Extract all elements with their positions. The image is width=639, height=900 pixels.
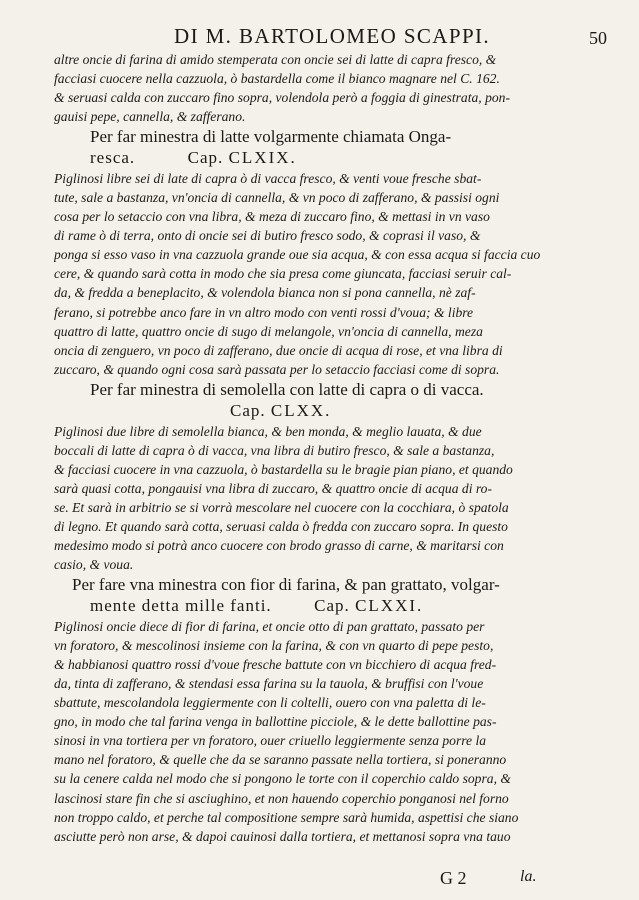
text-line: oncia di zenguero, vn poco di zafferano, due oncie di acqua di rose, et vna libra di bbox=[54, 342, 503, 358]
text-line: casio, & voua. bbox=[54, 557, 134, 573]
text-line: non troppo caldo, et perche tal compositione sempre sarà humida, aspettisi che siano bbox=[54, 809, 519, 825]
text-line: gauisi pepe, cannella, & zafferano. bbox=[54, 109, 246, 125]
section-heading-tail bbox=[54, 400, 609, 422]
text-line: ferano, si potrebbe anco fare in vn altro modo con venti rossi d'voua; & libre bbox=[54, 304, 474, 320]
text-line: quattro di latte, quattro oncie di sugo di melangole, vn'oncia di cannella, meza bbox=[54, 323, 483, 339]
text-line: lascinosi stare fin che si asciughino, et non hauendo coperchio ponganosi nel forno bbox=[54, 790, 509, 806]
section-heading-tail bbox=[54, 595, 609, 617]
text-line: vn foratoro, & mescolinosi insieme con la farina, & con vn quarto di pepe pesto, bbox=[54, 638, 494, 654]
section-heading: Per far minestra di semolella con latte di capra o di vacca. bbox=[90, 379, 484, 399]
chapter-label: Cap. bbox=[187, 148, 224, 168]
signature-mark: G 2 bbox=[440, 868, 467, 888]
text-line: da, tinta di zafferano, & stendasi essa farina su la tauola, & bruffisi con l'voue bbox=[54, 676, 484, 692]
text-line: sarà quasi cotta, pongauisi vna libra di zuccaro, & quattro oncie di acqua di ro- bbox=[54, 480, 492, 496]
text-line: & facciasi cuocere in vna cazzuola, ò bastardella su le bragie pian piano, et quando bbox=[54, 461, 513, 477]
chapter-label: Cap. bbox=[314, 596, 350, 616]
chapter-label: Cap. bbox=[230, 400, 266, 420]
recipe-section bbox=[54, 126, 609, 379]
text-line: gno, in modo che tal farina venga in ballottine picciole, & le dette ballottine pas- bbox=[54, 714, 497, 730]
text-line: altre oncie di farina di amido stemperata con oncie sei di latte di capra fresco, & bbox=[54, 52, 497, 67]
recipe-section bbox=[54, 574, 609, 846]
catchword: la. bbox=[520, 868, 537, 885]
text-line: facciasi cuocere nella cazzuola, ò bastardella come il bianco magnare nel C. 162. bbox=[54, 71, 500, 87]
recipe-section bbox=[54, 379, 609, 574]
text-line: cosa per lo setaccio con vna libra, & meza di zuccaro fino, & mettasi in vn vaso bbox=[54, 209, 490, 225]
page-number: 50 bbox=[589, 28, 607, 48]
text-line: sinosi in vna tortiera per vn foratoro, ouer criuello leggiermente senza porre la bbox=[54, 733, 487, 749]
text-line: asciutte però non arse, & dapoi cauinosi dalla tortiera, et mettanosi sopra vna tauo bbox=[54, 828, 511, 844]
text-line: Piglinosi libre sei di late di capra ò di vacca fresco, & venti voue fresche sbat- bbox=[54, 171, 482, 187]
text-line: su la cenere calda nel modo che si pongono le torte con il coperchio caldo sopra, & bbox=[54, 771, 511, 787]
section-heading-tail bbox=[54, 147, 609, 169]
text-line: di rame ò di terra, onto di oncie sei di butiro fresco sodo, & coprasi il vaso, & bbox=[54, 228, 481, 244]
text-line: mano nel foratoro, & quelle che da se saranno passate nella tortiera, si poneranno bbox=[54, 752, 507, 768]
text-line: cere, & quando sarà cotta in modo che sia presa come giuncata, facciasi seruir cal- bbox=[54, 266, 512, 282]
text-line: ponga si esso vaso in vna cazzuola grande oue sia acqua, & con essa acqua si faccia cuo bbox=[54, 247, 541, 263]
running-title: DI M. BARTOLOMEO SCAPPI. bbox=[174, 24, 491, 48]
text-line: boccali di latte di capra ò di vacca, vna libra di butiro fresco, & sale a bastanza, bbox=[54, 442, 495, 458]
text-line: sbattute, mescolandola leggiermente con li coltelli, ouero con vna paletta di le- bbox=[54, 695, 486, 711]
text-line: & habbianosi quattro rossi d'voue fresche battute con vn bicchiero di acqua fred- bbox=[54, 657, 497, 673]
chapter-number: CLXIX. bbox=[228, 148, 297, 168]
text-line: Piglinosi oncie diece di fior di farina, et oncie otto di pan grattato, passato per bbox=[54, 619, 485, 635]
heading-tail: mente detta mille fanti. bbox=[90, 596, 272, 616]
text-line: medesimo modo si potrà anco cuocere con brodo grasso di carne, & maritarsi con bbox=[54, 537, 504, 553]
intro-paragraph bbox=[54, 50, 609, 126]
running-head bbox=[54, 24, 609, 52]
text-line: Piglinosi due libre di semolella bianca, & ben monda, & meglio lauata, & due bbox=[54, 423, 482, 439]
heading-tail: resca. bbox=[90, 148, 136, 168]
text-line: da, & fredda a beneplacito, & volendola bianca non si pona cannella, nè zaf- bbox=[54, 285, 476, 301]
text-line: tute, sale a bastanza, vn'oncia di cannella, & vn poco di zafferano, & passisi ogni bbox=[54, 190, 500, 206]
text-line: di legno. Et quando sarà cotta, seruasi calda ò fredda con zuccaro sopra. In questo bbox=[54, 518, 508, 534]
text-line: zuccaro, & quando ogni cosa sarà passata per lo setaccio facciasi come di sopra. bbox=[54, 361, 500, 377]
section-heading: Per far minestra di latte volgarmente chiamata Onga- bbox=[90, 127, 452, 147]
text-line: se. Et sarà in arbitrio se si vorrà mescolare nel cuocere con la cocchiara, ò spatola bbox=[54, 499, 509, 515]
chapter-number: CLXX. bbox=[270, 400, 332, 420]
section-heading: Per fare vna minestra con fior di farina, & pan grattato, volgar- bbox=[72, 575, 500, 595]
chapter-number: CLXXI. bbox=[355, 596, 424, 616]
text-line: & seruasi calda con zuccaro fino sopra, volendola però a foggia di ginestrata, pon- bbox=[54, 90, 510, 106]
